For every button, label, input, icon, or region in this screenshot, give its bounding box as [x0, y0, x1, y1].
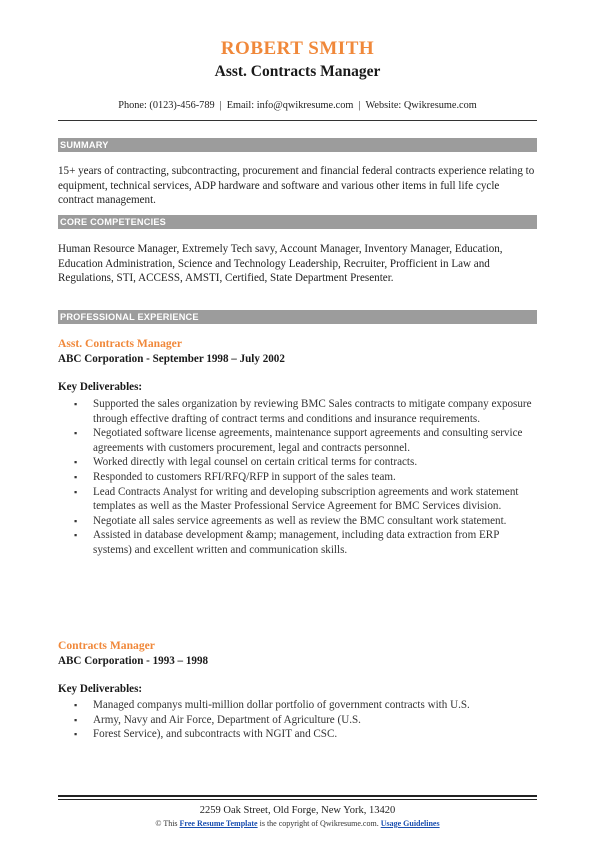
list-item: ▪ Lead Contracts Analyst for writing and developing subscription agreements and work statement templates as well as the Master Professional Service Agreement for BMC Services division. — [58, 485, 537, 514]
footer-divider-thick — [58, 795, 537, 797]
competencies-text: Human Resource Manager, Extremely Tech savy, Account Manager, Inventory Manager, Education, Education Administration, Science and Technology Leadership, Recruiter, Profficient in Law and Regulations, STI, ACCESS, AMSTI, Certified, State Department Presenter. — [58, 243, 503, 285]
summary-text: 15+ years of contracting, subcontracting, procurement and financial federal contracts experience relating to equipment, technical services, ADP hardware and software and various other items in full life cycle contract management. — [58, 165, 535, 207]
section-header-summary: SUMMARY — [58, 138, 537, 152]
footer-copyright — [58, 819, 537, 828]
contact-line — [58, 100, 537, 111]
list-item: ▪ Worked directly with legal counsel on certain critical terms for contracts. — [58, 455, 537, 470]
list-item: ▪ Assisted in database development &amp; management, including data extraction from ERP systems) and excellent written and communication skills. — [58, 528, 537, 557]
job-role: Asst. Contracts Manager — [58, 337, 182, 350]
key-deliverables-label: Key Deliverables: — [58, 683, 143, 695]
header-divider — [58, 120, 537, 121]
candidate-name: ROBERT SMITH — [220, 38, 375, 59]
candidate-title: Asst. Contracts Manager — [214, 63, 381, 80]
usage-guidelines-link[interactable]: Usage Guidelines — [380, 819, 440, 828]
footer-divider-thin — [58, 799, 537, 800]
contact-separator: | — [219, 100, 222, 111]
list-item: ▪ Negotiated software license agreements, maintenance support agreements and consulting service agreements with customers procurement, legal and contracts personnel. — [58, 426, 537, 455]
list-item: ▪ Negotiate all sales service agreements as well as review the BMC consultant work statement. — [58, 514, 537, 529]
contact-separator: | — [358, 100, 361, 111]
deliverables-list — [58, 698, 537, 742]
section-header-experience: PROFESSIONAL EXPERIENCE — [58, 310, 537, 324]
free-template-link[interactable]: Free Resume Template — [179, 819, 258, 828]
contact-email: Email: info@qwikresume.com — [226, 100, 354, 111]
copyright-prefix: © This — [155, 819, 178, 828]
job-company: ABC Corporation - 1993 – 1998 — [58, 655, 209, 667]
footer-address: 2259 Oak Street, Old Forge, New York, 13420 — [199, 805, 396, 816]
deliverables-list — [58, 397, 537, 558]
section-header-competencies: CORE COMPETENCIES — [58, 215, 537, 229]
list-item: ▪ Forest Service), and subcontracts with NGIT and CSC. — [58, 727, 537, 742]
job-company: ABC Corporation - September 1998 – July 2002 — [58, 353, 285, 365]
job-role: Contracts Manager — [58, 639, 155, 652]
list-item: ▪ Managed companys multi-million dollar portfolio of government contracts with U.S. — [58, 698, 537, 713]
list-item: ▪ Responded to customers RFI/RFQ/RFP in support of the sales team. — [58, 470, 537, 485]
copyright-middle: is the copyright of Qwikresume.com. — [259, 819, 379, 828]
contact-phone: Phone: (0123)-456-789 — [118, 100, 215, 111]
contact-website: Website: Qwikresume.com — [365, 100, 477, 111]
list-item: ▪ Supported the sales organization by reviewing BMC Sales contracts to mitigate company exposure through effective drafting of contract terms and conditions and insurance requirements. — [58, 397, 537, 426]
key-deliverables-label: Key Deliverables: — [58, 381, 143, 393]
list-item: ▪ Army, Navy and Air Force, Department of Agriculture (U.S. — [58, 713, 537, 728]
